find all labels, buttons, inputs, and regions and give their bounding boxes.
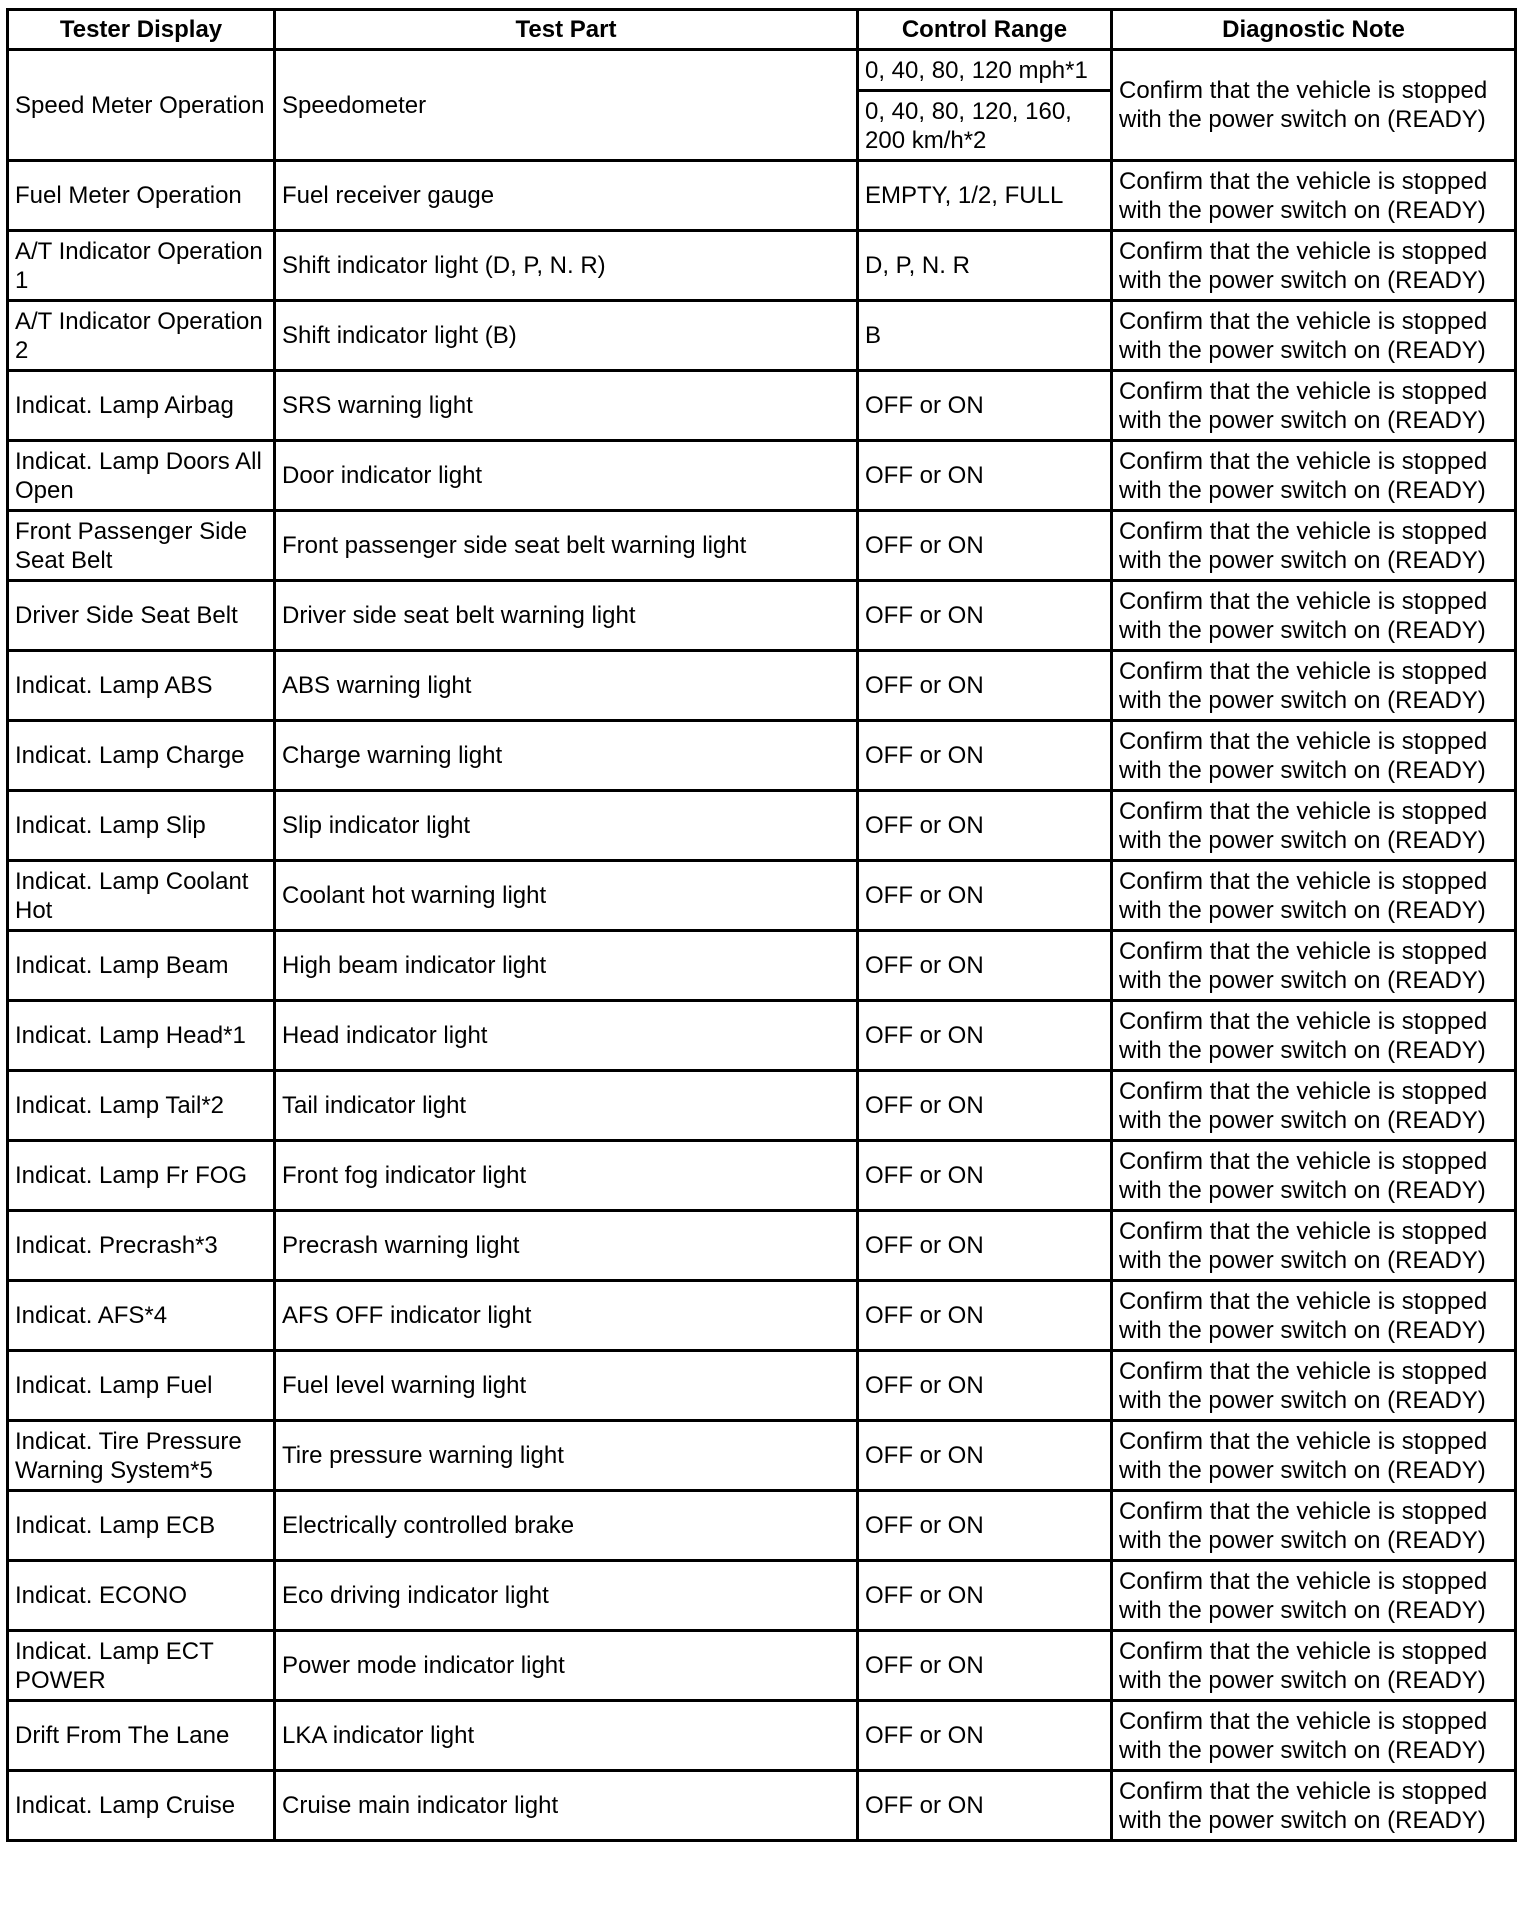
cell-control-range: OFF or ON <box>858 721 1112 791</box>
cell-diagnostic-note: Confirm that the vehicle is stopped with the power switch on (READY) <box>1112 1141 1516 1211</box>
cell-control-range: OFF or ON <box>858 441 1112 511</box>
cell-diagnostic-note: Confirm that the vehicle is stopped with the power switch on (READY) <box>1112 1701 1516 1771</box>
cell-diagnostic-note: Confirm that the vehicle is stopped with the power switch on (READY) <box>1112 721 1516 791</box>
table-row <box>8 1141 1516 1211</box>
table-row <box>8 861 1516 931</box>
cell-diagnostic-note: Confirm that the vehicle is stopped with the power switch on (READY) <box>1112 231 1516 301</box>
cell-control-range: D, P, N. R <box>858 231 1112 301</box>
cell-control-range: OFF or ON <box>858 1421 1112 1491</box>
cell-diagnostic-note: Confirm that the vehicle is stopped with the power switch on (READY) <box>1112 1491 1516 1561</box>
header-diagnostic-note: Diagnostic Note <box>1112 10 1516 50</box>
table-row <box>8 1631 1516 1701</box>
cell-tester-display: Indicat. Precrash*3 <box>8 1211 275 1281</box>
table-row <box>8 581 1516 651</box>
cell-diagnostic-note: Confirm that the vehicle is stopped with the power switch on (READY) <box>1112 651 1516 721</box>
table-row <box>8 1421 1516 1491</box>
cell-control-range: OFF or ON <box>858 1001 1112 1071</box>
header-tester-display: Tester Display <box>8 10 275 50</box>
cell-tester-display: Front Passenger Side Seat Belt <box>8 511 275 581</box>
cell-test-part: Fuel level warning light <box>275 1351 858 1421</box>
cell-tester-display: Indicat. Lamp Head*1 <box>8 1001 275 1071</box>
cell-test-part: Door indicator light <box>275 441 858 511</box>
cell-control-range: OFF or ON <box>858 791 1112 861</box>
cell-diagnostic-note: Confirm that the vehicle is stopped with the power switch on (READY) <box>1112 1351 1516 1421</box>
table-row <box>8 1211 1516 1281</box>
cell-test-part: Cruise main indicator light <box>275 1771 858 1841</box>
cell-tester-display: Indicat. Lamp ECT POWER <box>8 1631 275 1701</box>
table-row <box>8 441 1516 511</box>
table-row <box>8 301 1516 371</box>
table-row <box>8 1491 1516 1561</box>
cell-control-range: OFF or ON <box>858 1561 1112 1631</box>
cell-test-part: Speedometer <box>275 50 858 161</box>
cell-control-range: OFF or ON <box>858 931 1112 1001</box>
cell-test-part: Fuel receiver gauge <box>275 161 858 231</box>
table-header-row <box>8 10 1516 50</box>
cell-tester-display: Indicat. Lamp Slip <box>8 791 275 861</box>
cell-test-part: High beam indicator light <box>275 931 858 1001</box>
table-row <box>8 1351 1516 1421</box>
table-row <box>8 1281 1516 1351</box>
cell-diagnostic-note: Confirm that the vehicle is stopped with the power switch on (READY) <box>1112 1421 1516 1491</box>
cell-control-range: OFF or ON <box>858 1631 1112 1701</box>
cell-control-range: OFF or ON <box>858 1141 1112 1211</box>
table-row <box>8 1001 1516 1071</box>
cell-control-range: OFF or ON <box>858 1351 1112 1421</box>
cell-tester-display: Indicat. Lamp Tail*2 <box>8 1071 275 1141</box>
cell-test-part: Coolant hot warning light <box>275 861 858 931</box>
cell-tester-display: Indicat. Lamp Cruise <box>8 1771 275 1841</box>
cell-diagnostic-note: Confirm that the vehicle is stopped with the power switch on (READY) <box>1112 1001 1516 1071</box>
cell-test-part: Head indicator light <box>275 1001 858 1071</box>
cell-test-part: Power mode indicator light <box>275 1631 858 1701</box>
cell-diagnostic-note: Confirm that the vehicle is stopped with the power switch on (READY) <box>1112 371 1516 441</box>
cell-control-range: OFF or ON <box>858 1281 1112 1351</box>
cell-diagnostic-note: Confirm that the vehicle is stopped with the power switch on (READY) <box>1112 1071 1516 1141</box>
cell-control-range: EMPTY, 1/2, FULL <box>858 161 1112 231</box>
table-row <box>8 371 1516 441</box>
cell-test-part: Front passenger side seat belt warning light <box>275 511 858 581</box>
cell-diagnostic-note: Confirm that the vehicle is stopped with the power switch on (READY) <box>1112 791 1516 861</box>
cell-diagnostic-note: Confirm that the vehicle is stopped with the power switch on (READY) <box>1112 161 1516 231</box>
active-test-table <box>6 8 1517 1842</box>
cell-control-range: OFF or ON <box>858 1491 1112 1561</box>
cell-tester-display: Indicat. Tire Pressure Warning System*5 <box>8 1421 275 1491</box>
cell-test-part: Front fog indicator light <box>275 1141 858 1211</box>
cell-tester-display: Indicat. Lamp Charge <box>8 721 275 791</box>
cell-tester-display: A/T Indicator Operation 2 <box>8 301 275 371</box>
header-control-range: Control Range <box>858 10 1112 50</box>
cell-diagnostic-note: Confirm that the vehicle is stopped with the power switch on (READY) <box>1112 50 1516 161</box>
cell-control-range: OFF or ON <box>858 861 1112 931</box>
table-row <box>8 511 1516 581</box>
cell-control-range: OFF or ON <box>858 581 1112 651</box>
table-row <box>8 1561 1516 1631</box>
cell-control-range: OFF or ON <box>858 1071 1112 1141</box>
cell-tester-display: Indicat. ECONO <box>8 1561 275 1631</box>
cell-control-range: OFF or ON <box>858 371 1112 441</box>
table-row <box>8 1701 1516 1771</box>
cell-tester-display: Indicat. Lamp Beam <box>8 931 275 1001</box>
cell-diagnostic-note: Confirm that the vehicle is stopped with the power switch on (READY) <box>1112 301 1516 371</box>
cell-control-range: 0, 40, 80, 120 mph*1 <box>858 50 1112 91</box>
table-row <box>8 161 1516 231</box>
cell-tester-display: Fuel Meter Operation <box>8 161 275 231</box>
cell-diagnostic-note: Confirm that the vehicle is stopped with the power switch on (READY) <box>1112 1211 1516 1281</box>
cell-control-range: OFF or ON <box>858 1701 1112 1771</box>
cell-control-range: 0, 40, 80, 120, 160, 200 km/h*2 <box>858 91 1112 161</box>
cell-test-part: Charge warning light <box>275 721 858 791</box>
cell-test-part: ABS warning light <box>275 651 858 721</box>
table-row <box>8 231 1516 301</box>
cell-tester-display: Indicat. Lamp Coolant Hot <box>8 861 275 931</box>
cell-tester-display: Indicat. Lamp Fr FOG <box>8 1141 275 1211</box>
cell-tester-display: Indicat. Lamp Doors All Open <box>8 441 275 511</box>
cell-test-part: Driver side seat belt warning light <box>275 581 858 651</box>
cell-tester-display: Indicat. Lamp ABS <box>8 651 275 721</box>
cell-diagnostic-note: Confirm that the vehicle is stopped with the power switch on (READY) <box>1112 1561 1516 1631</box>
cell-test-part: Slip indicator light <box>275 791 858 861</box>
table-row <box>8 931 1516 1001</box>
cell-tester-display: Driver Side Seat Belt <box>8 581 275 651</box>
cell-diagnostic-note: Confirm that the vehicle is stopped with the power switch on (READY) <box>1112 441 1516 511</box>
cell-test-part: Eco driving indicator light <box>275 1561 858 1631</box>
cell-control-range: OFF or ON <box>858 1771 1112 1841</box>
cell-test-part: Electrically controlled brake <box>275 1491 858 1561</box>
cell-diagnostic-note: Confirm that the vehicle is stopped with the power switch on (READY) <box>1112 861 1516 931</box>
cell-test-part: LKA indicator light <box>275 1701 858 1771</box>
cell-test-part: Tire pressure warning light <box>275 1421 858 1491</box>
cell-test-part: Shift indicator light (B) <box>275 301 858 371</box>
cell-test-part: Tail indicator light <box>275 1071 858 1141</box>
table-row <box>8 50 1516 91</box>
cell-tester-display: Speed Meter Operation <box>8 50 275 161</box>
table-row <box>8 1071 1516 1141</box>
cell-tester-display: Indicat. Lamp ECB <box>8 1491 275 1561</box>
cell-diagnostic-note: Confirm that the vehicle is stopped with the power switch on (READY) <box>1112 581 1516 651</box>
cell-test-part: AFS OFF indicator light <box>275 1281 858 1351</box>
cell-test-part: Shift indicator light (D, P, N. R) <box>275 231 858 301</box>
cell-control-range: OFF or ON <box>858 1211 1112 1281</box>
header-test-part: Test Part <box>275 10 858 50</box>
cell-diagnostic-note: Confirm that the vehicle is stopped with the power switch on (READY) <box>1112 1281 1516 1351</box>
cell-tester-display: Indicat. Lamp Airbag <box>8 371 275 441</box>
cell-diagnostic-note: Confirm that the vehicle is stopped with the power switch on (READY) <box>1112 931 1516 1001</box>
cell-diagnostic-note: Confirm that the vehicle is stopped with the power switch on (READY) <box>1112 511 1516 581</box>
cell-tester-display: Indicat. AFS*4 <box>8 1281 275 1351</box>
cell-tester-display: Drift From The Lane <box>8 1701 275 1771</box>
cell-control-range: B <box>858 301 1112 371</box>
cell-diagnostic-note: Confirm that the vehicle is stopped with the power switch on (READY) <box>1112 1771 1516 1841</box>
table-row <box>8 1771 1516 1841</box>
cell-tester-display: A/T Indicator Operation 1 <box>8 231 275 301</box>
cell-tester-display: Indicat. Lamp Fuel <box>8 1351 275 1421</box>
cell-control-range: OFF or ON <box>858 511 1112 581</box>
cell-test-part: SRS warning light <box>275 371 858 441</box>
table-row <box>8 791 1516 861</box>
table-row <box>8 721 1516 791</box>
table-row <box>8 651 1516 721</box>
cell-diagnostic-note: Confirm that the vehicle is stopped with the power switch on (READY) <box>1112 1631 1516 1701</box>
cell-test-part: Precrash warning light <box>275 1211 858 1281</box>
cell-control-range: OFF or ON <box>858 651 1112 721</box>
